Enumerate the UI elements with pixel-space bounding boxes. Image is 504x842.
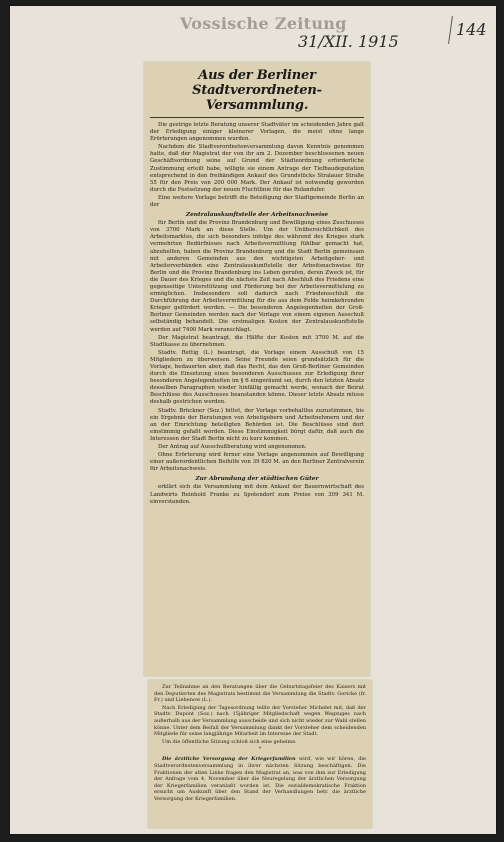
headline-rule (150, 117, 364, 118)
headline-line-2: Stadtverordneten-Versammlung. (192, 83, 322, 113)
article-paragraph: für Berlin und die Provinz Brandenburg und Bewilligung eines Zuschusses von 3700 Mark an diese Stelle. Um der Unübersichtlichkeit des Arbeitsmarktes, die sich besonders infolge des während des Krieges stark vermehrten Bedürfnisses nach Arbeitsvermittlung fühlbar gemacht hat, abzuhelfen, haben die Provinz Brandenburg und die Stadt Berlin gemeinsam mit anderen Gemeinden aus den wichtigsten Arbeitgeber- und Arbeiterverbänden eine Zentralauskunftstelle der Arbeitsnachweise für Berlin und die Provinz Brandenburg ins Leben gerufen, deren Zweck ist, für die Dauer des Krieges und die nächste Zeit nach Abschluß des Friedens eine gegenseitige Unterstützung und Förderung bei der Arbeitsvermittelung zu ermöglichen. Insbesondere soll dadurch nach Friedensschluß die Durchführung der Arbeitsvermittlung für die aus dem Felde heimkehrenden Krieger gefördert werden. — Die besonderen Angelegenheiten der Groß-Berliner Gemeinden werden nach der Vorlage von einem eigenen Ausschuß selbständig behandelt. Die erstmaligen Kosten der Zentralauskunftstelle werden auf 7400 Mark veranschlagt. (150, 220, 364, 333)
article-paragraph: Der Magistrat beantragt, die Hälfte der Kosten mit 3700 M. auf die Stadtkasse zu übernehmen. (150, 334, 364, 348)
article-paragraph: Stadtv. Rettig (L.) beantragt, die Vorlage einem Ausschuß von 15 Mitgliedern zu überweisen. Seine Freunde seien grundsätzlich für die Vorlage, bedauerten aber, daß das Recht, das den Groß-Berliner Gemeinden durch die Einsetzung eines besonderen Ausschusses zur Erledigung ihrer besonderen Angelegenheiten im § 6 eingeräumt sei, durch den letzten Absatz desselben Paragraphen wieder hinfällig gemacht werde, wonach der Beirat Beschlüsse des Ausschusses beanstanden könne. Dieser letzte Absatz müsse deshalb gestrichen werden. (150, 349, 364, 406)
newspaper-clipping-main (144, 62, 370, 676)
article-paragraph: Eine weitere Vorlage betrifft die Beteiligung der Stadtgemeinde Berlin an der (150, 194, 364, 209)
lead-body: wird, wie wir hören, die Stadtverordnetenversammlung in ihrer nächsten Sitzung beschäftigen. Die Fraktionen der alten Linke fragen den Magistrat an, was von ihm zur Erledigung der Anfrage vom 4. November über die Neuregelung der ärztlichen Versorgung der Kriegerfamilien veranlaßt worden ist. Die sozialdemokratische Fraktion ersucht um Auskunft über den Stand der Verhandlungen betr. die ärztliche Versorgung der Kriegerfamilien. (154, 756, 366, 802)
article-paragraph-lead (154, 756, 366, 802)
handwritten-page-number: 144 (456, 20, 487, 39)
article-paragraph: Nach Erledigung der Tagesordnung teilte der Vorsteher Michelet mit, daß der Stadtv. Dupont (Soz.) nach 15jähriger Mitgliedschaft wegen Wegzuges nach außerhalb aus der Versammlung ausscheide und sich nicht wieder zur Wahl stellen könne. Unter dem Beifall der Versammlung dankt der Vorsteher dem scheidenden Mitgliede für seine langjährige Mitarbeit im Interesse der Stadt. (154, 704, 366, 738)
newspaper-masthead: Vossische Zeitung (180, 14, 347, 33)
article-paragraph: Zur Teilnahme an den Beratungen über die Geburtstagsfeier des Kaisers mit den Deputierten des Magistrats bestimmt die Versammlung die Stadtv. Gericke (fr. Fr.) und Liebenow (L.). (154, 684, 366, 704)
article-headline (150, 68, 364, 113)
article-paragraph: Die gestrige letzte Beratung unserer Stadtväter im scheidenden Jahre galt der Erledigung einiger kleinerer Vorlagen, die meist ohne lange Erörterungen angenommen wurden. (150, 122, 364, 143)
headline-line-1: Aus der Berliner (198, 68, 316, 83)
article-paragraph: Der Antrag auf Ausschußberatung wird angenommen. (158, 444, 307, 451)
article-paragraph: Stadtv. Brückner (Soz.) bittet, der Vorlage vorbehaltlos zuzustimmen, bis ein Ergebnis der Beratungen von Arbeitgebern und Arbeitnehmern und der an der Einrichtung beteiligten Behörden ist. Die Beschlüsse sind dort einstimmig gefaßt worden. Diese Einstimmigkeit bürgt dafür, daß auch die Interessen der Stadt Berlin nicht zu kurz kommen. (150, 407, 364, 442)
lead-title: Die ärztliche Versorgung der Kriegerfamilien (162, 756, 296, 763)
article-paragraph: erklärt sich die Versammlung mit dem Ankauf der Bauernwirtschaft des Landwirts Reinhold Franke zu Spotendorf zum Preise von 309 341 M. einverstanden. (150, 484, 364, 505)
subheading-arbeitsnachweise: Zentralauskunftstelle der Arbeitsnachweise (185, 212, 329, 219)
subheading-gueter: Zur Abrundung der städtischen Güter (195, 476, 319, 483)
article-paragraph: Ohne Erörterung wird ferner eine Vorlage angenommen auf Bewilligung einer außerordentlichen Beihilfe von 39 820 M. an den Berliner Zentralverein für Arbeitsnachweis. (150, 452, 364, 473)
article-paragraph: Um die öffentliche Sitzung schloß sich eine geheime. (162, 738, 297, 745)
newspaper-clipping-second (148, 680, 372, 828)
separator-star: * (258, 746, 262, 753)
article-paragraph: Nachdem die Stadtverordnetenversammlung davon Kenntnis genommen hatte, daß der Magistrat der von ihr am 2. Dezember beschlossenen neuen Geschäftsordnung seine auf Grund der Städteordnung erforderliche Zustimmung erteilt habe, willigte sie einem Antrage der Tiefbaudeputation entsprechend in den freihändigen Ankauf des Grundstücks Stralauer Straße 55 für den Preis von 200 000 Mark. Der Ankauf ist notwendig geworden durch die Festsetzung der neuen Fluchtlinie für das Rolandufer. (150, 144, 364, 193)
handwritten-date: 31/XII. 1915 (298, 32, 399, 51)
